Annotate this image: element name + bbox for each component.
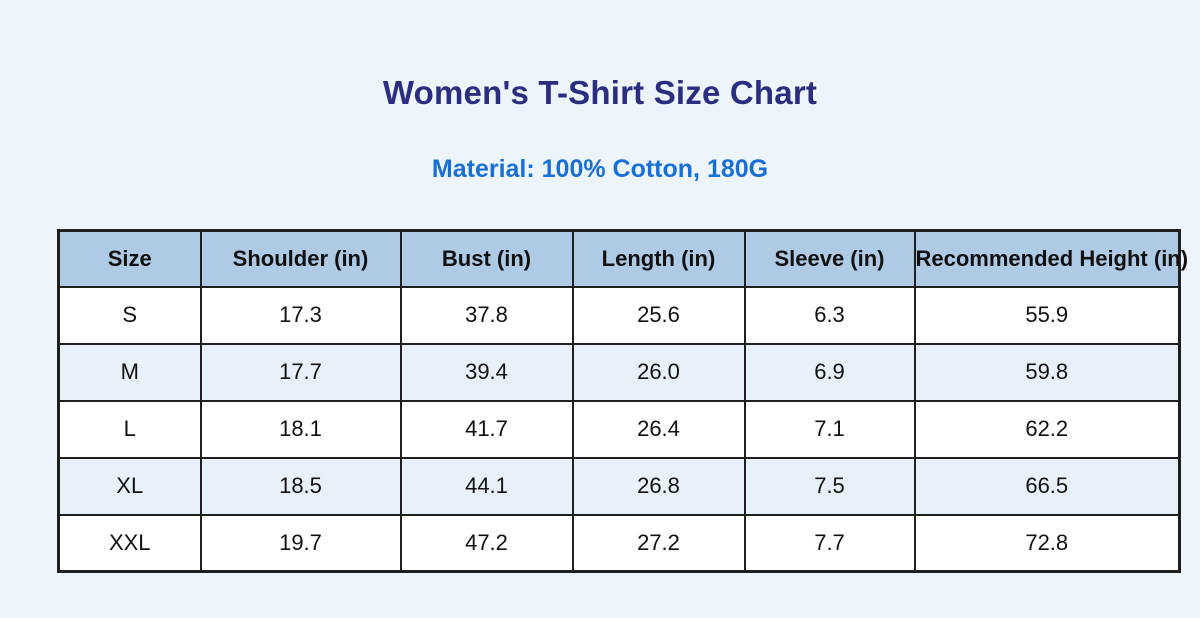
header-cell-bust: Bust (in) [401,231,573,287]
table-row-xl [59,458,1180,515]
recommended-height-cell: 55.9 [915,287,1180,344]
size-cell: XL [59,458,201,515]
size-cell: XXL [59,515,201,572]
shoulder-cell: 17.3 [201,287,401,344]
sleeve-cell: 6.3 [745,287,915,344]
header-cell-length: Length (in) [573,231,745,287]
sleeve-cell: 7.5 [745,458,915,515]
sleeve-cell: 6.9 [745,344,915,401]
table-header-row [59,231,1180,287]
bust-cell: 37.8 [401,287,573,344]
table-row-l [59,401,1180,458]
shoulder-cell: 19.7 [201,515,401,572]
size-cell: S [59,287,201,344]
length-cell: 27.2 [573,515,745,572]
size-cell: M [59,344,201,401]
recommended-height-cell: 66.5 [915,458,1180,515]
bust-cell: 44.1 [401,458,573,515]
sleeve-cell: 7.7 [745,515,915,572]
length-cell: 25.6 [573,287,745,344]
table-row-xxl [59,515,1180,572]
recommended-height-cell: 62.2 [915,401,1180,458]
bust-cell: 41.7 [401,401,573,458]
bust-cell: 39.4 [401,344,573,401]
size-cell: L [59,401,201,458]
shoulder-cell: 18.5 [201,458,401,515]
size-chart-table [57,229,1189,573]
table-row-m [59,344,1180,401]
sleeve-cell: 7.1 [745,401,915,458]
table-row-s [59,287,1180,344]
bust-cell: 47.2 [401,515,573,572]
recommended-height-cell: 72.8 [915,515,1180,572]
material-subtitle: Material: 100% Cotton, 180G [431,155,769,183]
recommended-height-cell: 59.8 [915,344,1180,401]
shoulder-cell: 17.7 [201,344,401,401]
length-cell: 26.8 [573,458,745,515]
length-cell: 26.0 [573,344,745,401]
shoulder-cell: 18.1 [201,401,401,458]
header-cell-shoulder: Shoulder (in) [201,231,401,287]
header-cell-size: Size [59,231,201,287]
page-title: Women's T-Shirt Size Chart [382,74,818,111]
header-cell-recommended-height: Recommended Height (in) [915,231,1180,287]
length-cell: 26.4 [573,401,745,458]
header-cell-sleeve: Sleeve (in) [745,231,915,287]
